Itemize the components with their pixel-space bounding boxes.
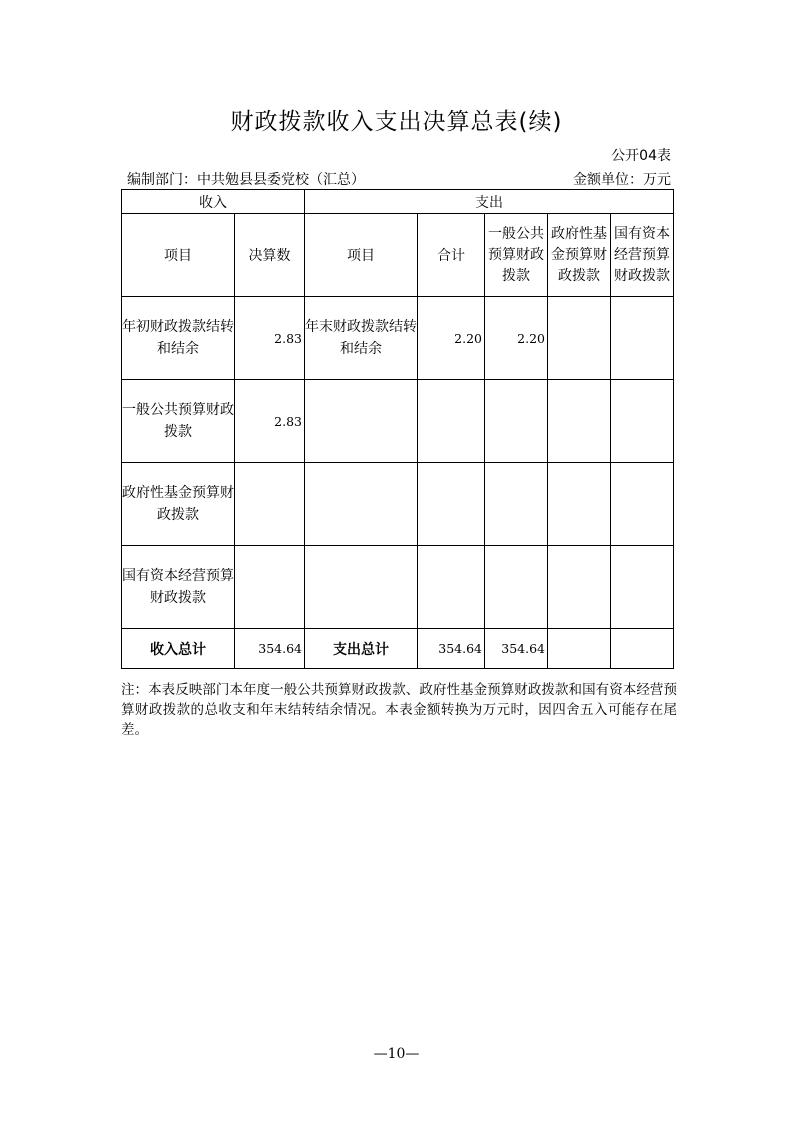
group-header-row <box>122 190 674 214</box>
budget-table <box>121 189 674 669</box>
form-number: 公开04表 <box>611 148 671 164</box>
header-expense-item: 项目 <box>305 214 418 297</box>
income-amount: 2.83 <box>235 297 305 380</box>
income-total-label: 收入总计 <box>122 629 235 669</box>
expense-general <box>485 380 548 463</box>
table-row <box>122 546 674 629</box>
expense-item <box>305 546 418 629</box>
expense-group-header: 支出 <box>305 190 674 214</box>
income-amount <box>235 546 305 629</box>
expense-total-amount: 354.64 <box>418 629 485 669</box>
page-title: 财政拨款收入支出决算总表(续) <box>230 109 563 135</box>
expense-item: 年末财政拨款结转和结余 <box>305 297 418 380</box>
income-amount <box>235 463 305 546</box>
expense-total <box>418 546 485 629</box>
income-amount: 2.83 <box>235 380 305 463</box>
header-total: 合计 <box>418 214 485 297</box>
expense-gov-fund <box>548 380 611 463</box>
income-item: 政府性基金预算财政拨款 <box>122 463 235 546</box>
expense-state-capital <box>611 297 674 380</box>
table-note: 注：本表反映部门本年度一般公共预算财政拨款、政府性基金预算财政拨款和国有资本经营预算财政拨款的总收支和年末结转结余情况。本表金额转换为万元时，因四舍五入可能存在尾差。 <box>121 682 677 738</box>
expense-item <box>305 463 418 546</box>
expense-total-gov-fund <box>548 629 611 669</box>
header-income-amount: 决算数 <box>235 214 305 297</box>
table-row <box>122 380 674 463</box>
department-label: 编制部门：中共勉县县委党校（汇总） <box>127 172 365 188</box>
income-item: 国有资本经营预算财政拨款 <box>122 546 235 629</box>
expense-state-capital <box>611 463 674 546</box>
header-income-item: 项目 <box>122 214 235 297</box>
expense-total-general: 354.64 <box>485 629 548 669</box>
expense-state-capital <box>611 380 674 463</box>
expense-total-label: 支出总计 <box>305 629 418 669</box>
table-row <box>122 463 674 546</box>
unit-label: 金额单位：万元 <box>573 172 671 188</box>
table-row <box>122 297 674 380</box>
header-gov-fund: 政府性基金预算财政拨款 <box>548 214 611 297</box>
expense-general <box>485 463 548 546</box>
expense-item <box>305 380 418 463</box>
expense-total-state-capital <box>611 629 674 669</box>
expense-total: 2.20 <box>418 297 485 380</box>
expense-general: 2.20 <box>485 297 548 380</box>
expense-gov-fund <box>548 297 611 380</box>
expense-state-capital <box>611 546 674 629</box>
column-header-row <box>122 214 674 297</box>
expense-total <box>418 380 485 463</box>
income-total-amount: 354.64 <box>235 629 305 669</box>
total-row <box>122 629 674 669</box>
expense-total <box>418 463 485 546</box>
income-item: 年初财政拨款结转和结余 <box>122 297 235 380</box>
expense-gov-fund <box>548 546 611 629</box>
page-number: —10— <box>373 1046 420 1062</box>
header-general-budget: 一般公共预算财政拨款 <box>485 214 548 297</box>
expense-general <box>485 546 548 629</box>
header-state-capital: 国有资本经营预算财政拨款 <box>611 214 674 297</box>
income-item: 一般公共预算财政拨款 <box>122 380 235 463</box>
income-group-header: 收入 <box>122 190 305 214</box>
expense-gov-fund <box>548 463 611 546</box>
